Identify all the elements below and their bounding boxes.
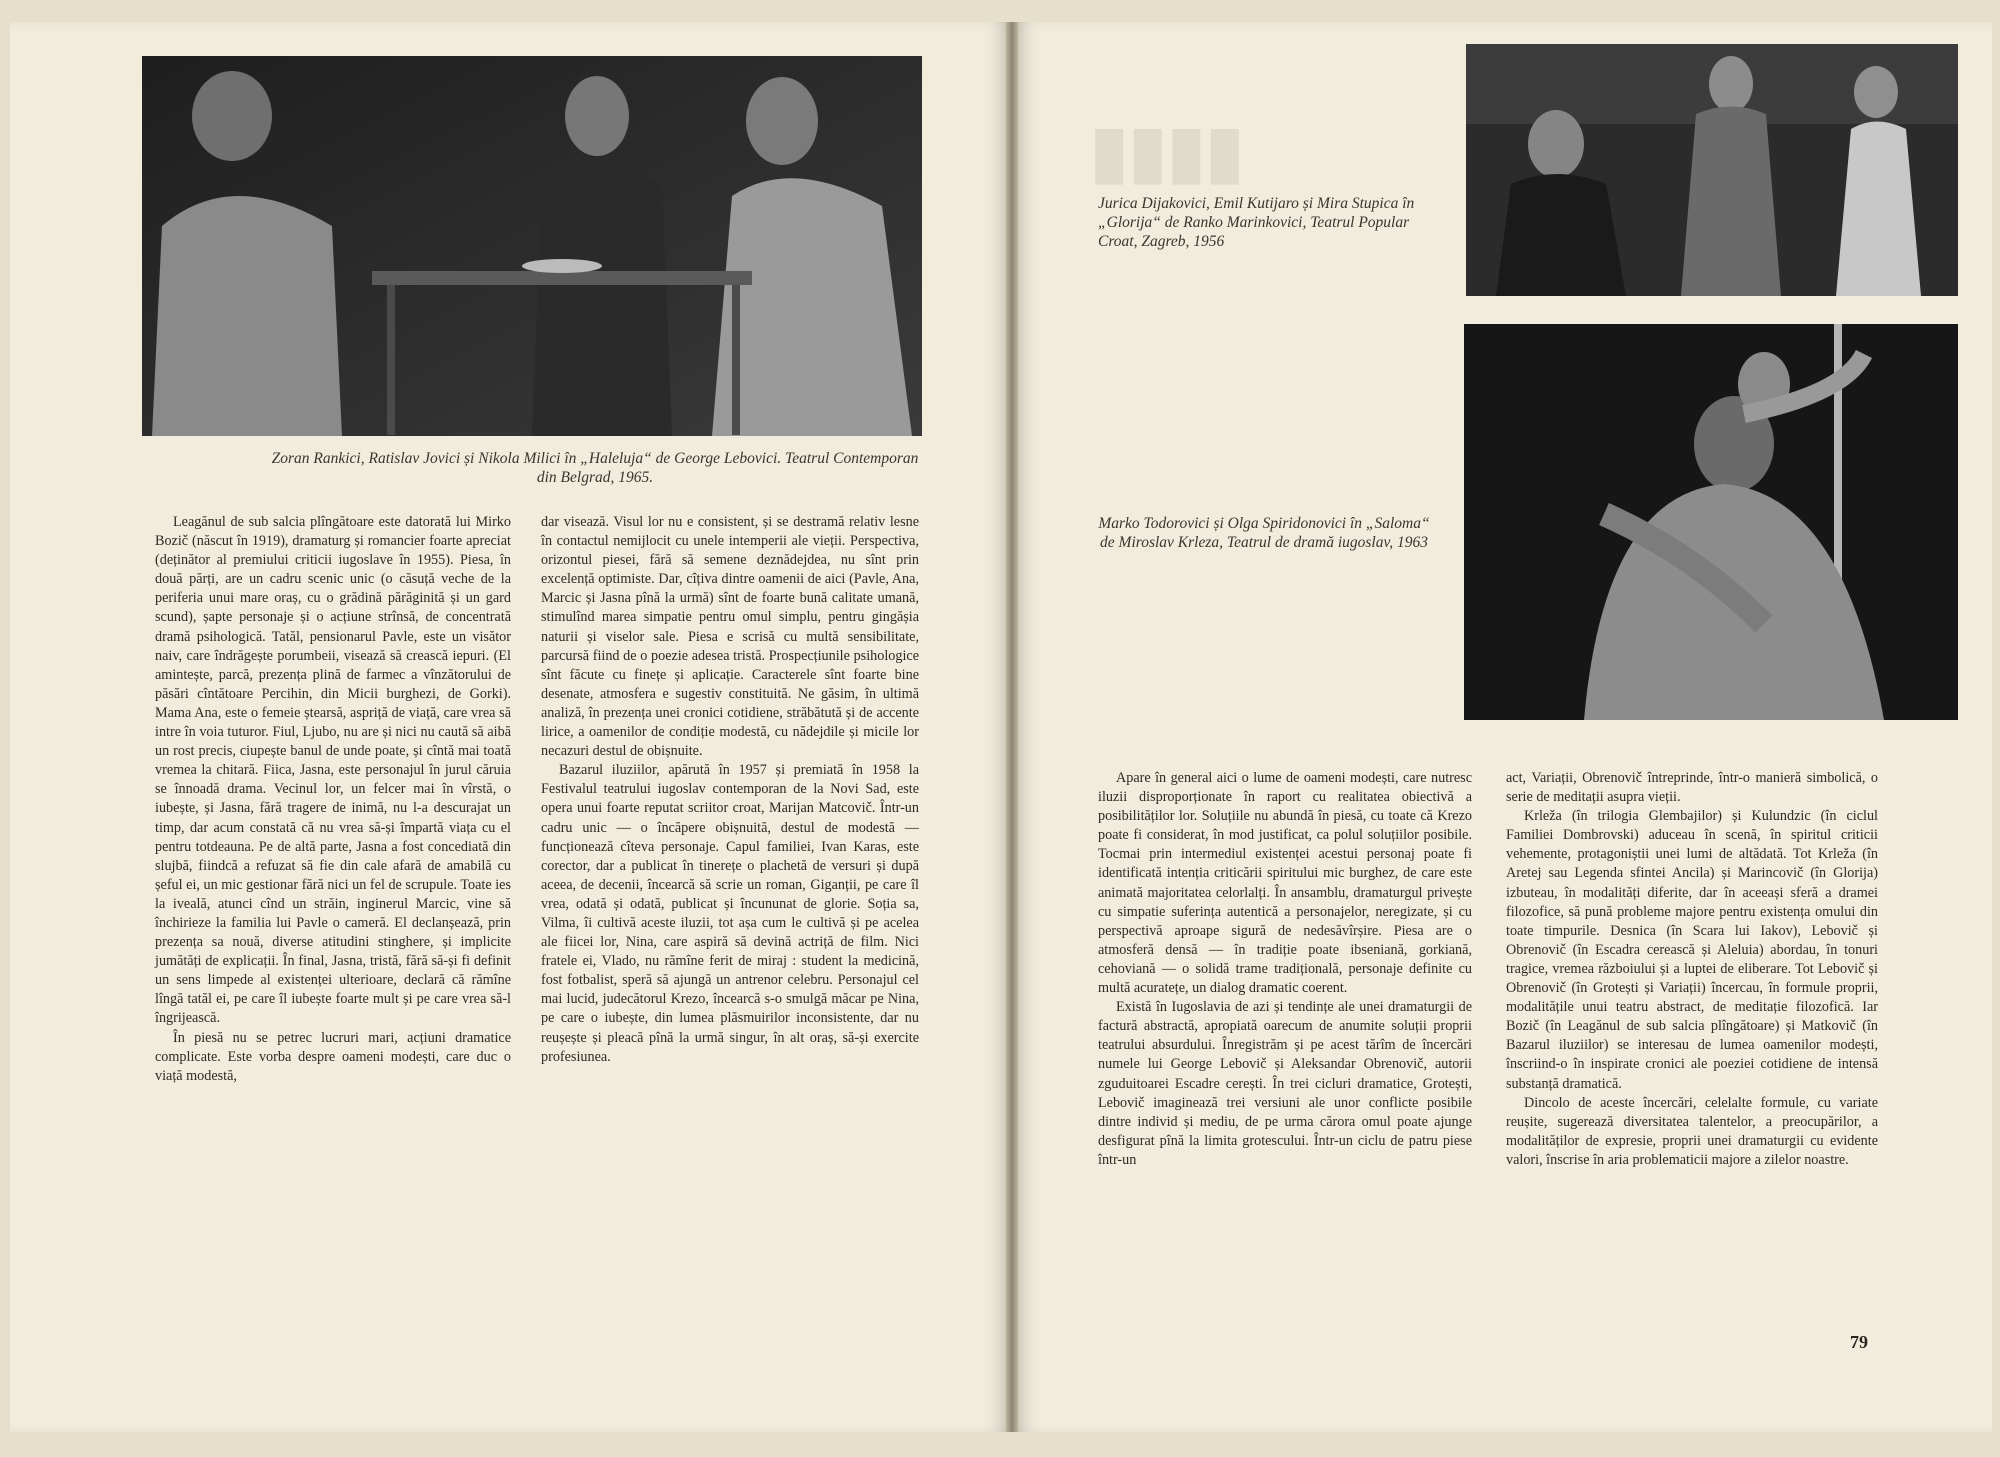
text-column-4 (1506, 769, 1878, 1170)
paragraph: act, Variații, Obrenovič întreprinde, într-o manieră simbolică, o serie de meditații asupra vieții. (1506, 770, 1878, 806)
stage-scene-image (142, 56, 922, 436)
paragraph: Bazarul iluziilor, apărută în 1957 și premiată în 1958 la Festivalul teatrului iugoslav contemporan de la Novi Sad, este opera unui foarte reputat scriitor croat, Marijan Matcovič. Într-un cadru unic — o încăpere obișnuită, destul de modestă — funcționează cîteva personaje. Capul familiei, Ivan Karas, este corector, dar a publicat în tinerețe o plachetă de versuri și după aceea, de decenii, încearcă să scrie un roman, Giganții, pe care îl vrea, odată și odată, publicat și încununat de glorie. Soția sa, Vilma, îi cultivă aceste iluzii, tot așa cum le cultivă și pe acelea ale fiicei lor, Nina, care aspiră să devină actriță de film. Nici fratele ei, Vlado, nu rămîne ferit de miraj : student la medicină, fost fotbalist, speră să ajungă un antrenor celebru. Personajul cel mai lucid, judecătorul Krezo, încearcă s-o smulgă măcar pe Nina, pe care o iubește, din lumea plăsmuirilor inconsistente, dar nu reușește și pleacă pînă la urmă singur, în alt oraș, să-și exercite profesiunea. (541, 762, 919, 1065)
paragraph: Există în Iugoslavia de azi și tendințe ale unei dramaturgii de factură abstractă, apropiată oarecum de anumite soluții proprii teatrului absurdului. Înregistrăm și pe acest tărîm de încercări numele lui George Lebovič și Aleksandar Obrenovič, autorii zguduitoarei Escadre cerești. În trei cicluri dramatice, Grotești, Lebovič imaginează trei versiuni ale unor conflicte posibile dintre individ și mediu, de pe urma cărora omul poate ajunge desfigurat pînă la limita grotescului. Într-un ciclu de patru piese într-un (1098, 999, 1472, 1168)
paragraph: Leagănul de sub salcia plîngătoare este datorată lui Mirko Bozič (născut în 1919), dramaturg și romancier foarte apreciat (deținător al premiului criticii iugoslave în 1955). Piesa, în două părți, are un cadru scenic unic (o căsuță veche de la periferia unui mare oraș, cu o grădină părăginită și un gard scund), șapte personaje și o acțiune strînsă, de concentrată dramă psihologică. Tatăl, pensionarul Pavle, este un visător naiv, care îndrăgește porumbeii, visează să crească iepuri. (El amintește, parcă, prezența plină de farmec a vînzătorului de păsări cîntătoare Percihin, din Micii burghezi, de Gorki). Mama Ana, este o femeie ștearsă, aspriță de viață, care vrea să intre în voia tuturor. Fiul, Ljubo, nu are și nici nu caută să aibă un rost precis, ciupește banul de unde poate, și cîntă mai toată vremea la chitară. Fiica, Jasna, este personajul în jurul căruia se înnoadă drama. Vecinul lor, un felcer mai în vîrstă, o iubește, și Jasna, fără tragere de inimă, nu l-a descurajat un timp, dar acum constată că nu vrea să-și împartă viața cu el pentru totdeauna. Pe de altă parte, Jasna a fost concediată din slujbă, fiindcă a refuzat să fie din cale afară de amabilă cu șeful ei, un mic gestionar fără nici un fel de scrupule. Toate ies la iveală, atunci cînd un străin, inginerul Marcic, vine să închirieze la familia lui Pavle o cameră. El declanșează, prin prezența sa nouă, diverse atitudini stinghere, și implicite jumătăți de explicații. În final, Jasna, tristă, fără să-și fi definit un sens limpede al existenței ulterioare, declară că rămîne lîngă tatăl ei, pe care îl iubește foarte mult și pe care vrea să-l îngrijească. (155, 514, 511, 1027)
paragraph: Krleža (în trilogia Glembajilor) și Kulundzic (în ciclul Familiei Dombrovski) aduceau în scenă, în spiritul criticii vehemente, protagoniștii unei lumi de altădată. Tot Krleža (în Aretej sau Legenda sfintei Ancila) și Marincovič (în Glorija) izbuteau, în modalități diferite, dar în aceeași sferă a dramei filozofice, să pună probleme majore pentru existența omului din toate timpurile. Desnica (în Scara lui Iakov), Lebovič și Obrenovič (în Escadra cerească și Aleluia) abordau, în tonuri tragice, vremea războiului și a luptei de eliberare. Tot Lebovič și Obrenovič (în Grotești și Variații) încercau, în formule proprii, modalitățile unui teatru abstract, de meditație filozofică. Iar Bozič (în Leagănul de sub salcia plîngătoare) și Matkovič (în Bazarul iluziilor) se interesau de lumea oamenilor modești, înscriind-o în inspirate cronici ale poeziei cotidiene de intensă substanță dramatică. (1506, 808, 1878, 1092)
text-column-2 (541, 513, 919, 1067)
caption-photo-glorija: Jurica Dijakovici, Emil Kutijaro și Mira Stupica în „Glorija“ de Ranko Marinkovici, Teatrul Popular Croat, Zagreb, 1956 (1098, 195, 1415, 250)
text-column-3 (1098, 769, 1472, 1170)
paragraph: dar visează. Visul lor nu e consistent, și se destramă relativ lesne în contactul nemijlocit cu unele intemperii ale vieții. Perspectiva, orizontul piesei, fără să semene deznădejdea, nu sînt prin excelență optimiste. Dar, cîțiva dintre oamenii de aici (Pavle, Ana, Marcic și Jasna pînă la urmă) sînt de foarte bună calitate umană, stimulînd marea simpatie pentru omul simplu, pentru gingășia naturii și viselor sale. Piesa e scrisă cu multă sensibilitate, parcursă fiind de o poezie adesea tristă. Prospecțiunile psihologice sînt făcute cu finețe și aplicație. Caracterele sînt foarte bine desenate, atmosfera e sugestiv constituită. Ne găsim, în ultimă analiză, în prezența unei cronici cotidiene, străbătută și de accente lirice, a oamenilor de condiție modestă, cu nădejdile și micile lor necazuri destul de obișnuite. (541, 514, 919, 760)
page-number: 79 (1850, 1332, 1868, 1352)
paragraph: Apare în general aici o lume de oameni modești, care nutresc iluzii disproporționate în raport cu realitatea obiectivă a posibilităților lor. Soluțiile nu abundă în piesă, cu toate că Krezo poate fi considerat, în mod justificat, ca polul soluțiilor posibile. Tocmai prin intermediul existenței acestui personaj poate fi identificată intenția criticării spiritului mic burghez, de care este animată majoritatea celorlalți. În ansamblu, dramaturgul privește cu simpatie suferința autentică a personajelor, neregizate, și cu perspectivă aproape sigură de nedesăvîrșire. Piesa are o atmosferă densă — în tradiție poate ibseniană, gorkiană, cehoviană — o solidă trame tradițională, personaje definite cu multă acuratețe, un dialog dramatic coerent. (1098, 770, 1472, 997)
caption-photo-haleluja: Zoran Rankici, Ratislav Jovici și Nikola Milici în „Haleluja“ de George Lebovici. Teatrul Contemporan din Belgrad, 1965. (271, 450, 919, 486)
stage-scene-image (1464, 324, 1958, 720)
paragraph: În piesă nu se petrec lucruri mari, acțiuni dramatice complicate. Este vorba despre oameni modești, care duc o viață modestă, (155, 1029, 511, 1084)
show-through-lettering: ▮▮▮▮ (1090, 112, 1245, 190)
photo-saloma (1464, 324, 1958, 720)
photo-glorija (1466, 44, 1958, 296)
stage-scene-image (1466, 44, 1958, 296)
paragraph: Dincolo de aceste încercări, celelalte formule, cu variate reușite, sugerează diversitatea talentelor, a preocupărilor, a modalităților de expresie, proprii unei dramaturgii cu evidente valori, înscrise în aria problematicii majore a zilelor noastre. (1506, 1094, 1878, 1168)
text-column-1 (155, 513, 511, 1086)
photo-haleluja (142, 56, 922, 436)
caption-photo-saloma: Marko Todorovici și Olga Spiridonovici în „Saloma“ de Miroslav Krleza, Teatrul de dramă iugoslav, 1963 (1098, 515, 1430, 551)
book-gutter (1006, 22, 1018, 1432)
